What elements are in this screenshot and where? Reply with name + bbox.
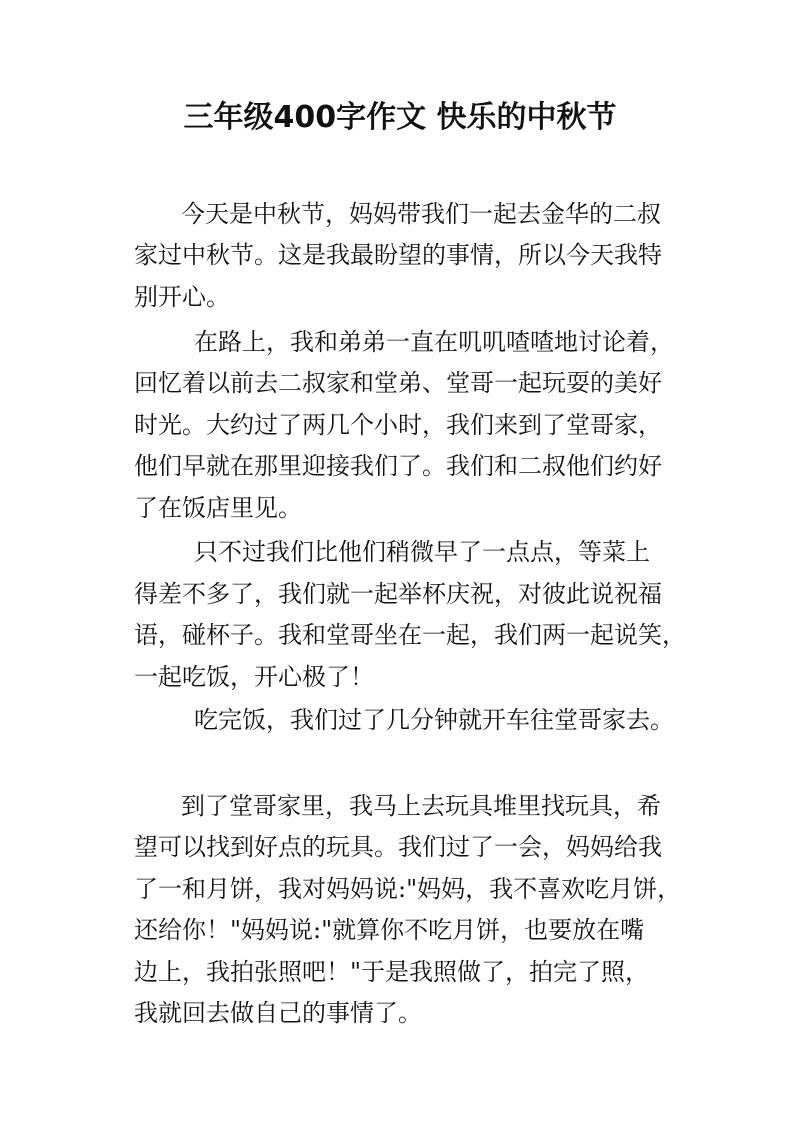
paragraph-5-line-3: 了一和月饼，我对妈妈说:"妈妈，我不喜欢吃月饼， — [134, 875, 682, 903]
paragraph-3-line-4: 一起吃饭，开心极了！ — [134, 663, 374, 691]
paragraph-3-line-3: 语，碰杯子。我和堂哥坐在一起，我们两一起说笑， — [134, 621, 686, 649]
paragraph-1-line-2: 家过中秋节。这是我最盼望的事情，所以今天我特 — [134, 241, 662, 269]
paragraph-1-line-1: 今天是中秋节，妈妈带我们一起去金华的二叔 — [181, 200, 661, 228]
paragraph-5-line-2: 望可以找到好点的玩具。我们过了一会，妈妈给我 — [134, 833, 662, 861]
paragraph-5-line-6: 我就回去做自己的事情了。 — [134, 999, 422, 1027]
paragraph-3-line-1: 只不过我们比他们稍微早了一点点，等菜上 — [194, 538, 650, 566]
paragraph-1-line-3: 别开心。 — [134, 283, 230, 311]
paragraph-4-line-1: 吃完饭，我们过了几分钟就开车往堂哥家去。 — [194, 706, 674, 734]
paragraph-2-line-1: 在路上，我和弟弟一直在叽叽喳喳地讨论着， — [194, 328, 674, 356]
paragraph-2-line-2: 回忆着以前去二叔家和堂弟、堂哥一起玩耍的美好 — [134, 369, 662, 397]
paragraph-2-line-4: 他们早就在那里迎接我们了。我们和二叔他们约好 — [134, 452, 662, 480]
paragraph-3-line-2: 得差不多了，我们就一起举杯庆祝，对彼此说祝福 — [134, 580, 662, 608]
paragraph-5-line-1: 到了堂哥家里，我马上去玩具堆里找玩具，希 — [181, 792, 661, 820]
paragraph-2-line-5: 了在饭店里见。 — [134, 494, 302, 522]
paragraph-5-line-4: 还给你！"妈妈说:"就算你不吃月饼，也要放在嘴 — [134, 916, 645, 944]
essay-title: 三年级400字作文 快乐的中秋节 — [183, 100, 617, 135]
paragraph-5-line-5: 边上，我拍张照吧！"于是我照做了，拍完了照， — [134, 958, 650, 986]
paragraph-2-line-3: 时光。大约过了两几个小时，我们来到了堂哥家， — [134, 411, 662, 439]
